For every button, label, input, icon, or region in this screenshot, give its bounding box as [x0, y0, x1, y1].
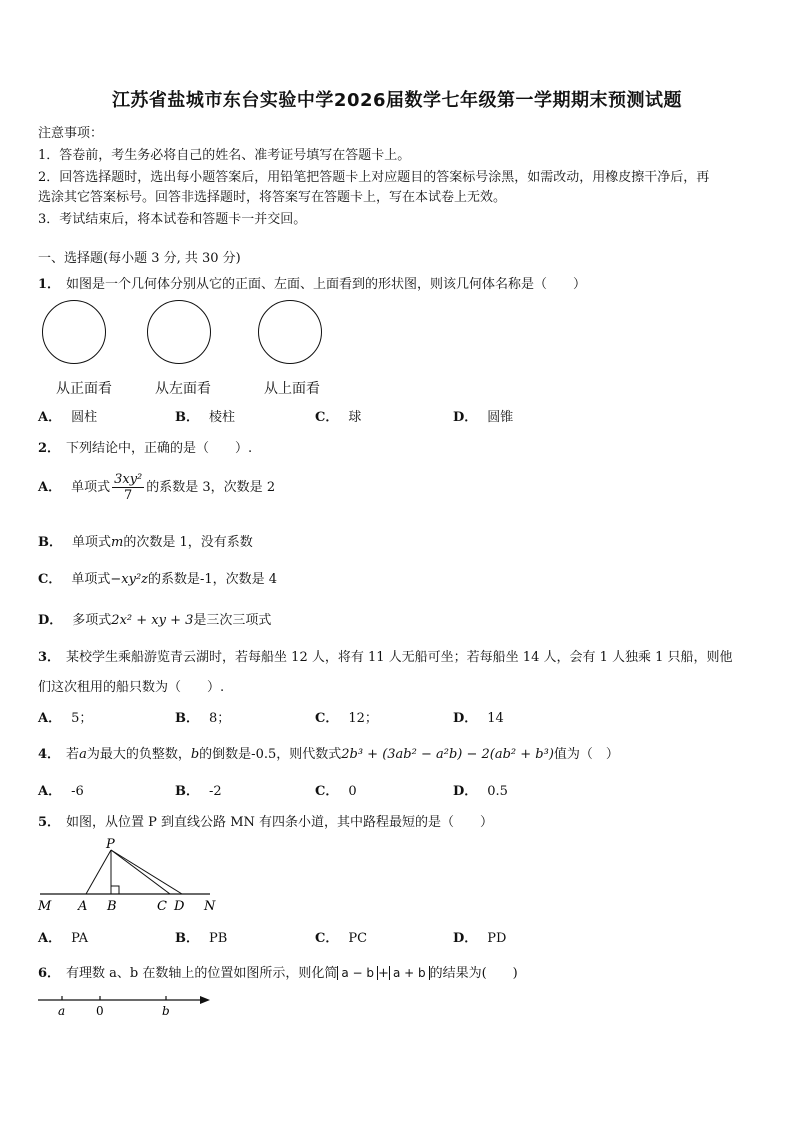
- question-number: 2．: [38, 441, 61, 456]
- question-number: 4．: [38, 747, 61, 762]
- q3-option-a: A． 5；: [38, 711, 93, 726]
- notice-item-2-cont: 选涂其它答案标号。回答非选择题时，将答案写在答题卡上，写在本试卷上无效。: [38, 190, 507, 205]
- top-view-circle: [258, 300, 322, 364]
- question-number: 1．: [38, 277, 61, 292]
- label-d: D: [174, 899, 185, 914]
- q5-option-b: B． PB: [175, 931, 228, 946]
- label-n: N: [204, 899, 216, 914]
- question-2: [38, 437, 252, 456]
- notice-heading: 注意事项：: [38, 126, 104, 141]
- front-view-label: 从正面看: [56, 381, 112, 397]
- number-line-arrow: [200, 996, 210, 1004]
- q5-option-a: A． PA: [38, 931, 89, 946]
- q2-option-d: D． 多项式2x² + xy + 3是三次三项式: [38, 613, 272, 628]
- exam-title: 江苏省盐城市东台实验中学2026届数学七年级第一学期期末预测试题: [111, 90, 683, 111]
- axis-label-b: b: [162, 1004, 170, 1018]
- top-view-label: 从上面看: [264, 381, 320, 397]
- right-angle-mark: [111, 886, 119, 894]
- axis-label-zero: 0: [96, 1004, 104, 1018]
- label-a: A: [78, 899, 88, 914]
- question-5: [38, 811, 493, 830]
- abs-a-minus-b: a − b: [337, 966, 378, 980]
- q4-option-b: B． -2: [175, 784, 222, 799]
- question-text: 如图，从位置 P 到直线公路 MN 有四条小道，其中路程最短的是（ ）: [66, 815, 494, 830]
- notice-item-3: 3．考试结束后，将本试卷和答题卡一并交回。: [38, 212, 307, 227]
- q4-option-d: D． 0.5: [453, 784, 508, 799]
- fraction: $\frac{\text{3xy²}}{7}$: [114, 472, 143, 503]
- label-m: M: [38, 899, 52, 914]
- q2-option-a: A． 单项式 $\frac{\text{3xy²}}{7}$ 的系数是 3，次数是 2: [38, 472, 276, 503]
- left-view-circle: [147, 300, 211, 364]
- question-1: [38, 273, 586, 292]
- question-3-cont: 们这次租用的船只数为（ ）.: [38, 680, 225, 695]
- path-pd: [111, 850, 182, 894]
- question-number: 3．: [38, 650, 61, 665]
- question-text: 下列结论中，正确的是（ ）.: [66, 441, 253, 456]
- question-text: 某校学生乘船游览青云湖时，若每船坐 12 人，将有 11 人无船可坐；若每船坐 14 人，会有 1 人独乘 1 只船，则他: [66, 650, 733, 665]
- q1-option-c: C． 球: [315, 410, 362, 425]
- q3-option-b: B． 8；: [175, 711, 231, 726]
- q4-option-a: A． -6: [38, 784, 84, 799]
- q2-option-c: C． 单项式−xy²z的系数是-1，次数是 4: [38, 572, 278, 587]
- label-b: B: [107, 899, 117, 914]
- axis-label-a: a: [58, 1004, 66, 1018]
- question-number: 6．: [38, 966, 61, 981]
- section-heading: 一、选择题(每小题 3 分, 共 30 分): [38, 251, 241, 266]
- label-c: C: [157, 899, 167, 914]
- number-line-figure: [36, 992, 216, 1022]
- q3-option-c: C． 12；: [315, 711, 378, 726]
- label-p: P: [106, 837, 115, 852]
- q5-option-d: D． PD: [453, 931, 507, 946]
- algebraic-expression: 2b³ + (3ab² − a²b) − 2(ab² + b³): [341, 747, 554, 762]
- q2-option-b: B． 单项式m的次数是 1，没有系数: [38, 535, 253, 550]
- q4-option-c: C． 0: [315, 784, 357, 799]
- q5-option-c: C． PC: [315, 931, 368, 946]
- abs-a-plus-b: a + b: [389, 966, 430, 980]
- left-view-label: 从左面看: [155, 381, 211, 397]
- q1-option-a: A． 圆柱: [38, 410, 98, 425]
- q1-option-d: D． 圆锥: [453, 410, 514, 425]
- question-number: 5．: [38, 815, 61, 830]
- path-pa: [86, 850, 111, 894]
- q1-option-b: B． 棱柱: [175, 410, 236, 425]
- road-paths-figure: [36, 836, 236, 916]
- notice-item-1: 1．答卷前，考生务必将自己的姓名、准考证号填写在答题卡上。: [38, 148, 411, 163]
- question-3: [38, 646, 733, 665]
- question-text: 如图是一个几何体分别从它的正面、左面、上面看到的形状图，则该几何体名称是（ ）: [66, 277, 587, 292]
- path-pc: [111, 850, 170, 894]
- q3-option-d: D． 14: [453, 711, 504, 726]
- front-view-circle: [42, 300, 106, 364]
- notice-item-2: 2．回答选择题时，选出每小题答案后，用铅笔把答题卡上对应题目的答案标号涂黑，如需改动，用橡皮擦干净后，再: [38, 170, 710, 185]
- question-6: 6． 有理数 a、b 在数轴上的位置如图所示，则化简 a − b + a + b 的结果为( ): [38, 966, 518, 981]
- question-4: 4． 若a为最大的负整数，b的倒数是-0.5，则代数式2b³ + (3ab² − a²b) − 2(ab² + b³)值为（ ）: [38, 747, 619, 762]
